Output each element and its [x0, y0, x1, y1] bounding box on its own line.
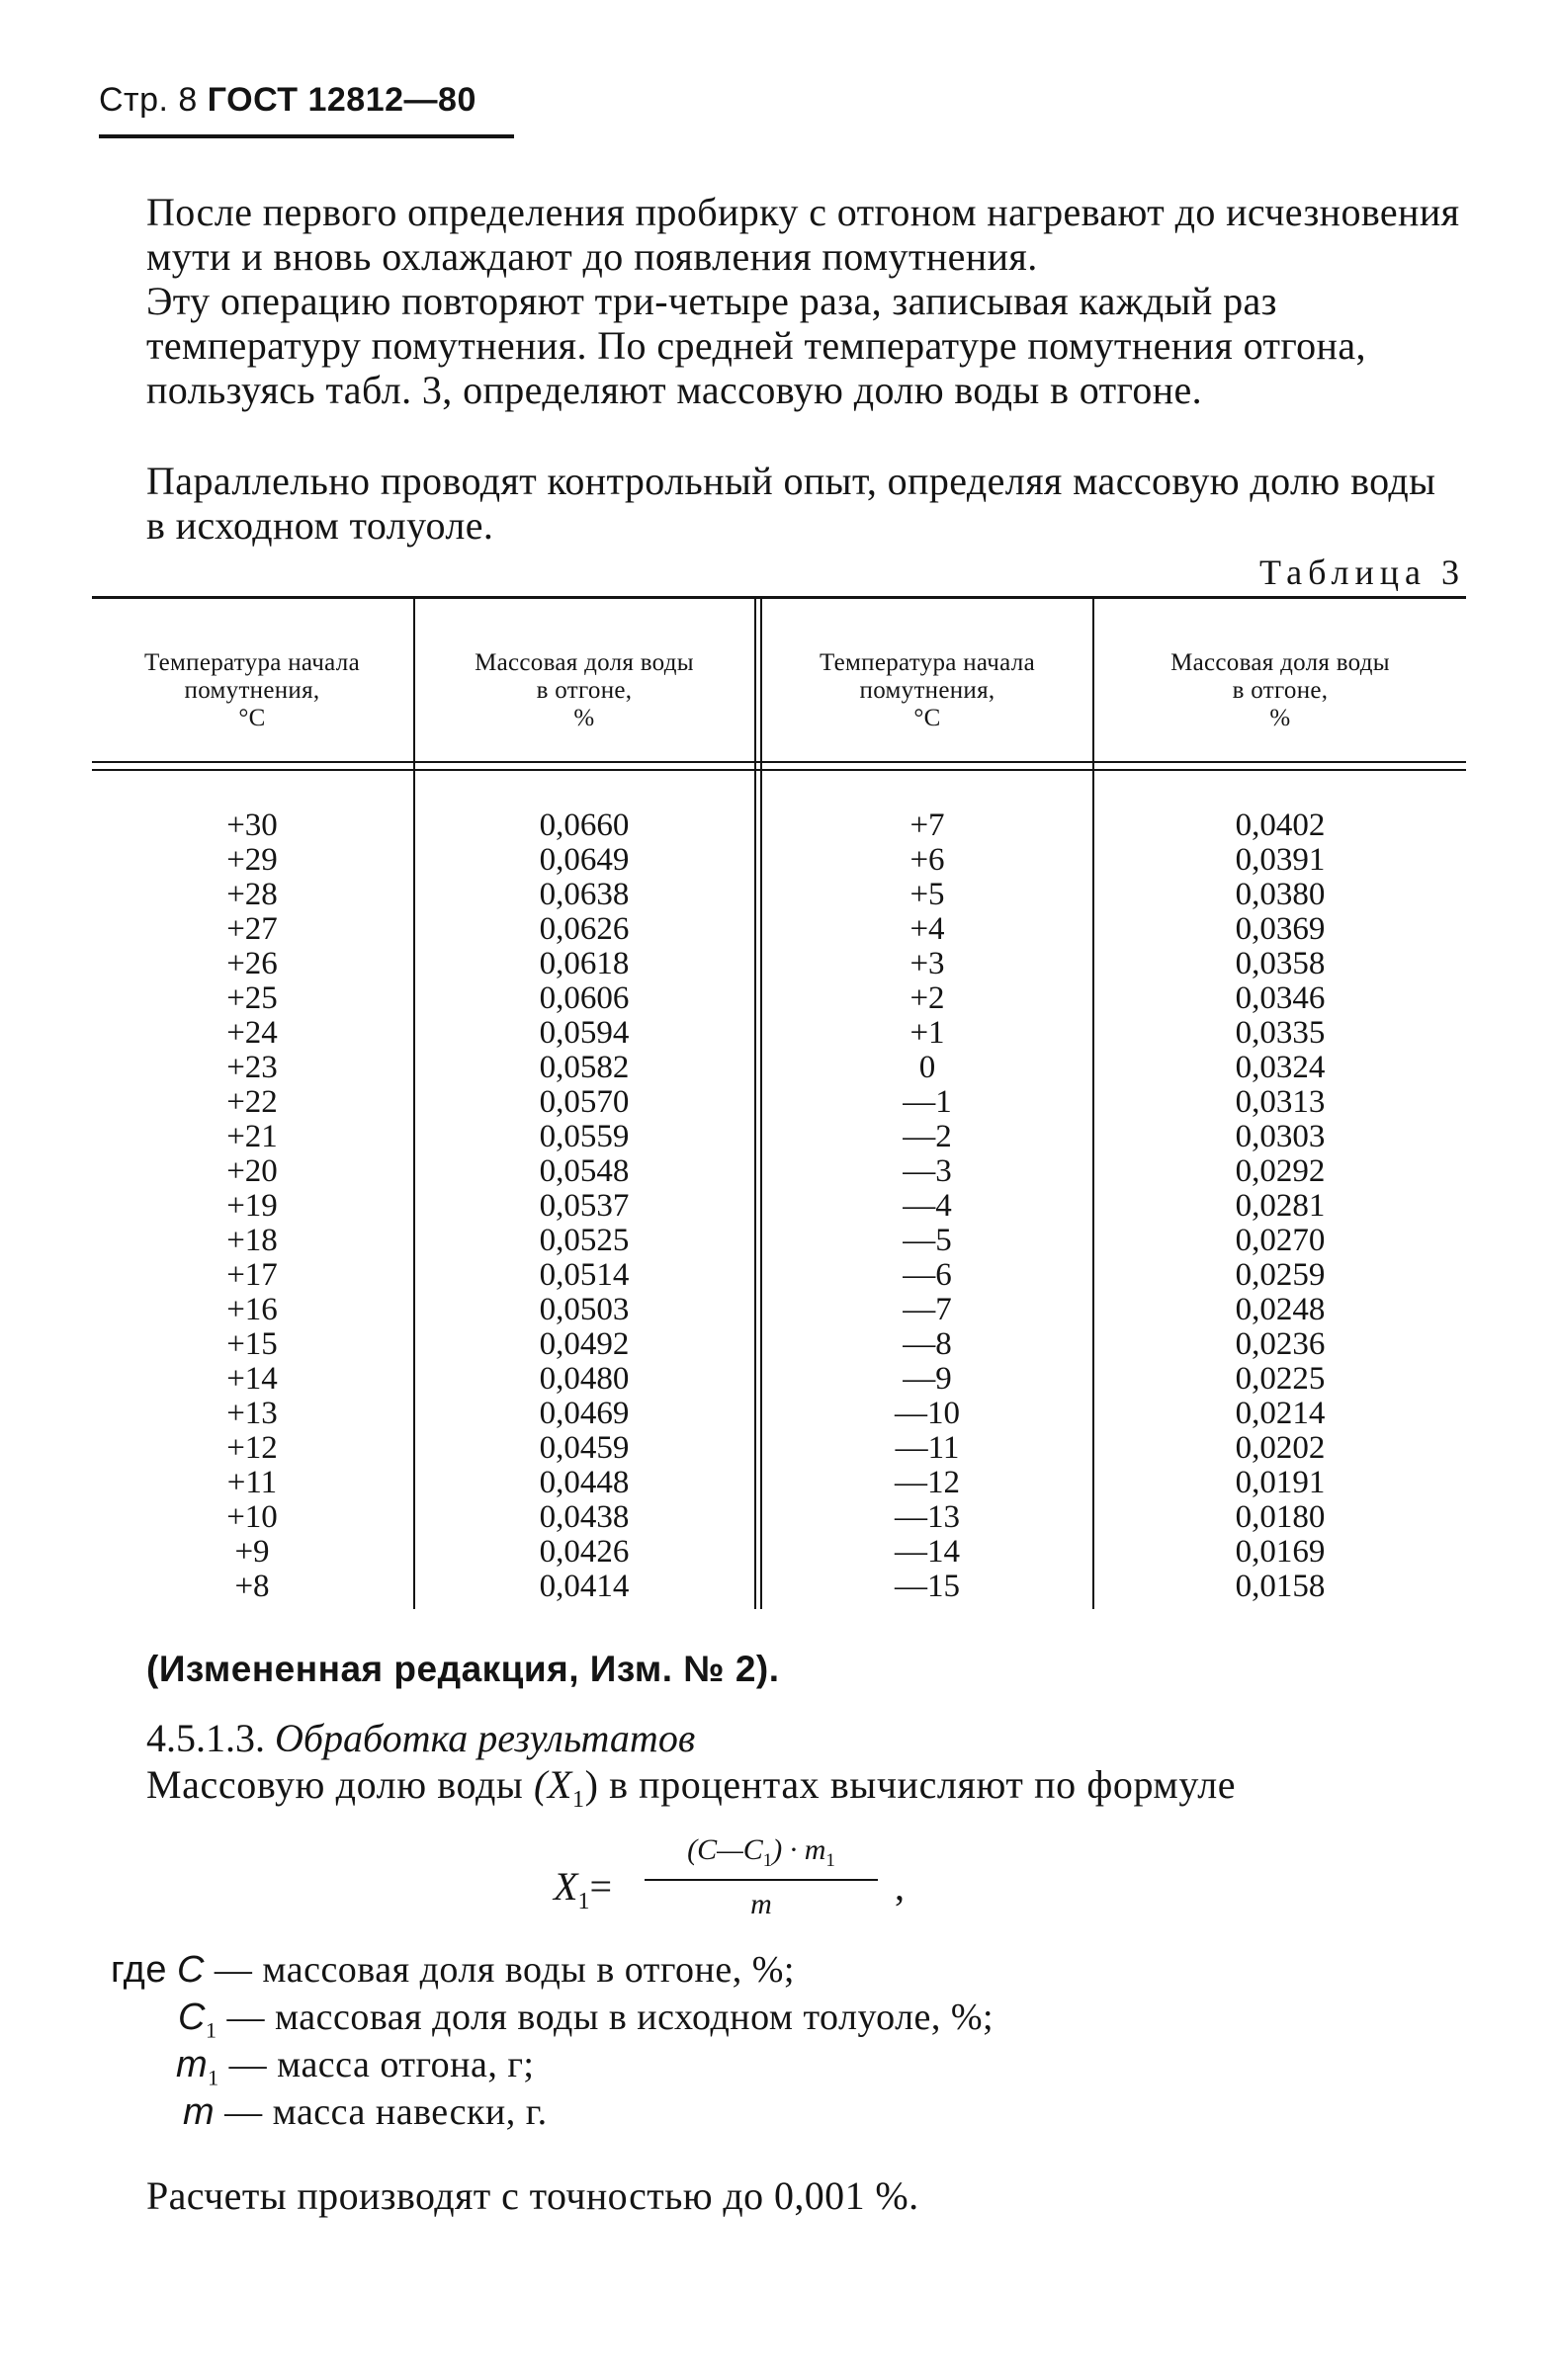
table-cell-temperature: +30 — [226, 808, 278, 843]
where-lead: где — [111, 1949, 167, 1991]
table-cell-temperature: —11 — [895, 1430, 960, 1466]
table-cell-water-fraction: 0,0570 — [539, 1084, 630, 1120]
fraction-bar — [645, 1879, 878, 1881]
precision-note: Расчеты производят с точностью до 0,001 %. — [146, 2173, 919, 2218]
table-cell-water-fraction: 0,0414 — [539, 1569, 630, 1604]
table-cell-water-fraction: 0,0391 — [1235, 842, 1326, 878]
table-cell-temperature: +4 — [909, 911, 945, 947]
table-cell-temperature: +21 — [226, 1119, 278, 1154]
section-number: 4.5.1.3. — [146, 1716, 265, 1760]
table-cell-water-fraction: 0,0292 — [1235, 1153, 1326, 1189]
table-cell-water-fraction: 0,0236 — [1235, 1326, 1326, 1362]
table-cell-water-fraction: 0,0402 — [1235, 808, 1326, 843]
table-cell-water-fraction: 0,0594 — [539, 1015, 630, 1051]
table-cell-temperature: +12 — [226, 1430, 278, 1466]
table-cell-temperature: +29 — [226, 842, 278, 878]
table-cell-temperature: +24 — [226, 1015, 278, 1051]
table-cell-temperature: —9 — [903, 1361, 952, 1397]
table-cell-water-fraction: 0,0169 — [1235, 1534, 1326, 1570]
table-divider-3 — [1092, 599, 1094, 1609]
table-cell-temperature: —10 — [895, 1396, 960, 1431]
table-cell-temperature: —13 — [895, 1499, 960, 1535]
column-left-temperatures — [94, 808, 410, 1604]
paragraph-1: После первого определения пробирку с отгоном нагревают до исчезновения мути и вновь охлаждают до появления помутнения. — [146, 190, 1460, 279]
table-cell-temperature: —2 — [903, 1119, 952, 1154]
header-rule — [99, 134, 514, 138]
table-cell-water-fraction: 0,0638 — [539, 877, 630, 912]
table-cell-water-fraction: 0,0448 — [539, 1465, 630, 1500]
header-temp-left: Температура начала помутнения, °C — [144, 649, 360, 731]
table-cell-water-fraction: 0,0369 — [1235, 911, 1326, 947]
table-cell-temperature: —1 — [903, 1084, 952, 1120]
where-item-3: $m_1$ — масса отгона, г; — [176, 2044, 535, 2090]
table-cell-water-fraction: 0,0480 — [539, 1361, 630, 1397]
formula-comma: , — [895, 1864, 905, 1909]
table-cell-water-fraction: 0,0618 — [539, 946, 630, 981]
table-cell-water-fraction: 0,0346 — [1235, 980, 1326, 1016]
table-cell-water-fraction: 0,0324 — [1235, 1050, 1326, 1085]
table-cell-temperature: +27 — [226, 911, 278, 947]
table-cell-water-fraction: 0,0503 — [539, 1292, 630, 1327]
formula-numerator: $(C—C_1) \cdot m_1$ — [687, 1833, 835, 1871]
table-cell-water-fraction: 0,0426 — [539, 1534, 630, 1570]
table-cell-water-fraction: 0,0202 — [1235, 1430, 1326, 1466]
table-cell-temperature: +15 — [226, 1326, 278, 1362]
formula — [554, 1833, 969, 1942]
table-cell-water-fraction: 0,0459 — [539, 1430, 630, 1466]
table-cell-temperature: +8 — [234, 1569, 270, 1604]
table-cell-water-fraction: 0,0248 — [1235, 1292, 1326, 1327]
table-cell-temperature: +23 — [226, 1050, 278, 1085]
table-cell-temperature: +28 — [226, 877, 278, 912]
table-cell-temperature: —12 — [895, 1465, 960, 1500]
section-title: Обработка результатов — [275, 1716, 696, 1760]
table-cell-water-fraction: 0,0191 — [1235, 1465, 1326, 1500]
header-water-left: Массовая доля воды в отгоне, % — [475, 649, 694, 731]
table-cell-water-fraction: 0,0606 — [539, 980, 630, 1016]
paragraph-2: Эту операцию повторяют три-четыре раза, записывая каждый раз температуру помутнения. По средней температуре помутнения отгона, пользуясь табл. 3, определяют массовую долю воды в отгоне. — [146, 279, 1366, 412]
table-cell-temperature: —6 — [903, 1257, 952, 1293]
table-cell-temperature: +17 — [226, 1257, 278, 1293]
table-cell-temperature: +5 — [909, 877, 945, 912]
table-cell-water-fraction: 0,0582 — [539, 1050, 630, 1085]
table-cell-water-fraction: 0,0559 — [539, 1119, 630, 1154]
formula-lhs: $X_1=$ — [554, 1864, 612, 1914]
header-water-right: Массовая доля воды в отгоне, % — [1170, 649, 1390, 731]
table-cell-water-fraction: 0,0525 — [539, 1223, 630, 1258]
table-cell-water-fraction: 0,0469 — [539, 1396, 630, 1431]
table-cell-water-fraction: 0,0225 — [1235, 1361, 1326, 1397]
table-cell-water-fraction: 0,0649 — [539, 842, 630, 878]
table-cell-water-fraction: 0,0180 — [1235, 1499, 1326, 1535]
table-header-rule-2 — [92, 769, 1466, 771]
column-left-water-fractions — [417, 808, 751, 1604]
column-right-water-fractions — [1097, 808, 1463, 1604]
table-cell-temperature: +22 — [226, 1084, 278, 1120]
table-top-rule — [92, 596, 1466, 599]
table-cell-temperature: —3 — [903, 1153, 952, 1189]
section-heading — [146, 1715, 695, 1761]
table-cell-water-fraction: 0,0358 — [1235, 946, 1326, 981]
table-cell-water-fraction: 0,0438 — [539, 1499, 630, 1535]
table-cell-temperature: +14 — [226, 1361, 278, 1397]
where-item-4: m — масса навески, г. — [183, 2091, 548, 2133]
page-header — [99, 81, 476, 120]
table-cell-temperature: +25 — [226, 980, 278, 1016]
table-cell-temperature: +11 — [226, 1465, 278, 1500]
table-header-rule-1 — [92, 761, 1466, 763]
column-right-temperatures — [764, 808, 1090, 1604]
table-cell-temperature: —14 — [895, 1534, 960, 1570]
table-cell-water-fraction: 0,0259 — [1235, 1257, 1326, 1293]
table-divider-2b — [760, 599, 762, 1609]
table-cell-temperature: +2 — [909, 980, 945, 1016]
table-cell-temperature: —8 — [903, 1326, 952, 1362]
edit-note: (Измененная редакция, Изм. № 2). — [146, 1649, 780, 1689]
where-item-2: $C_1$ — массовая доля воды в исходном толуоле, %; — [178, 1997, 995, 2043]
table-divider-1 — [413, 599, 415, 1609]
formula-denominator: m — [750, 1888, 772, 1920]
where-item-1: где C — массовая доля воды в отгоне, %; — [111, 1949, 795, 1991]
table-cell-temperature: +20 — [226, 1153, 278, 1189]
table-cell-temperature: 0 — [918, 1050, 936, 1085]
table-cell-water-fraction: 0,0537 — [539, 1188, 630, 1224]
table-divider-2a — [754, 599, 756, 1609]
table-cell-water-fraction: 0,0660 — [539, 808, 630, 843]
table-cell-temperature: +26 — [226, 946, 278, 981]
paragraph-3: Параллельно проводят контрольный опыт, определяя массовую долю воды в исходном толуоле. — [146, 459, 1436, 548]
table-cell-water-fraction: 0,0214 — [1235, 1396, 1326, 1431]
table-cell-temperature: +16 — [226, 1292, 278, 1327]
table-cell-temperature: +6 — [909, 842, 945, 878]
table-cell-temperature: +19 — [226, 1188, 278, 1224]
table-cell-temperature: —15 — [895, 1569, 960, 1604]
table-cell-water-fraction: 0,0492 — [539, 1326, 630, 1362]
table-cell-temperature: +9 — [234, 1534, 270, 1570]
table-cell-water-fraction: 0,0335 — [1235, 1015, 1326, 1051]
table-cell-temperature: —5 — [903, 1223, 952, 1258]
table-caption: Таблица 3 — [1259, 552, 1465, 592]
table-cell-temperature: +10 — [226, 1499, 278, 1535]
table-cell-water-fraction: 0,0281 — [1235, 1188, 1326, 1224]
table-cell-temperature: +18 — [226, 1223, 278, 1258]
table-cell-temperature: +3 — [909, 946, 945, 981]
page-number: Стр. 8 — [99, 81, 198, 119]
table-cell-temperature: —4 — [903, 1188, 952, 1224]
table-cell-water-fraction: 0,0514 — [539, 1257, 630, 1293]
standard-number: ГОСТ 12812—80 — [207, 81, 476, 119]
table-cell-water-fraction: 0,0626 — [539, 911, 630, 947]
table-cell-water-fraction: 0,0548 — [539, 1153, 630, 1189]
header-temp-right: Температура начала помутнения, °C — [820, 649, 1035, 731]
table-cell-water-fraction: 0,0380 — [1235, 877, 1326, 912]
table-cell-water-fraction: 0,0303 — [1235, 1119, 1326, 1154]
table-cell-temperature: —7 — [903, 1292, 952, 1327]
table-cell-water-fraction: 0,0270 — [1235, 1223, 1326, 1258]
table-cell-temperature: +1 — [909, 1015, 945, 1051]
formula-intro: Массовую долю воды $(X_1)$ в процентах вычисляют по формуле — [146, 1762, 1237, 1813]
table-cell-temperature: +13 — [226, 1396, 278, 1431]
table-cell-water-fraction: 0,0158 — [1235, 1569, 1326, 1604]
table-cell-temperature: +7 — [909, 808, 945, 843]
table-cell-water-fraction: 0,0313 — [1235, 1084, 1326, 1120]
